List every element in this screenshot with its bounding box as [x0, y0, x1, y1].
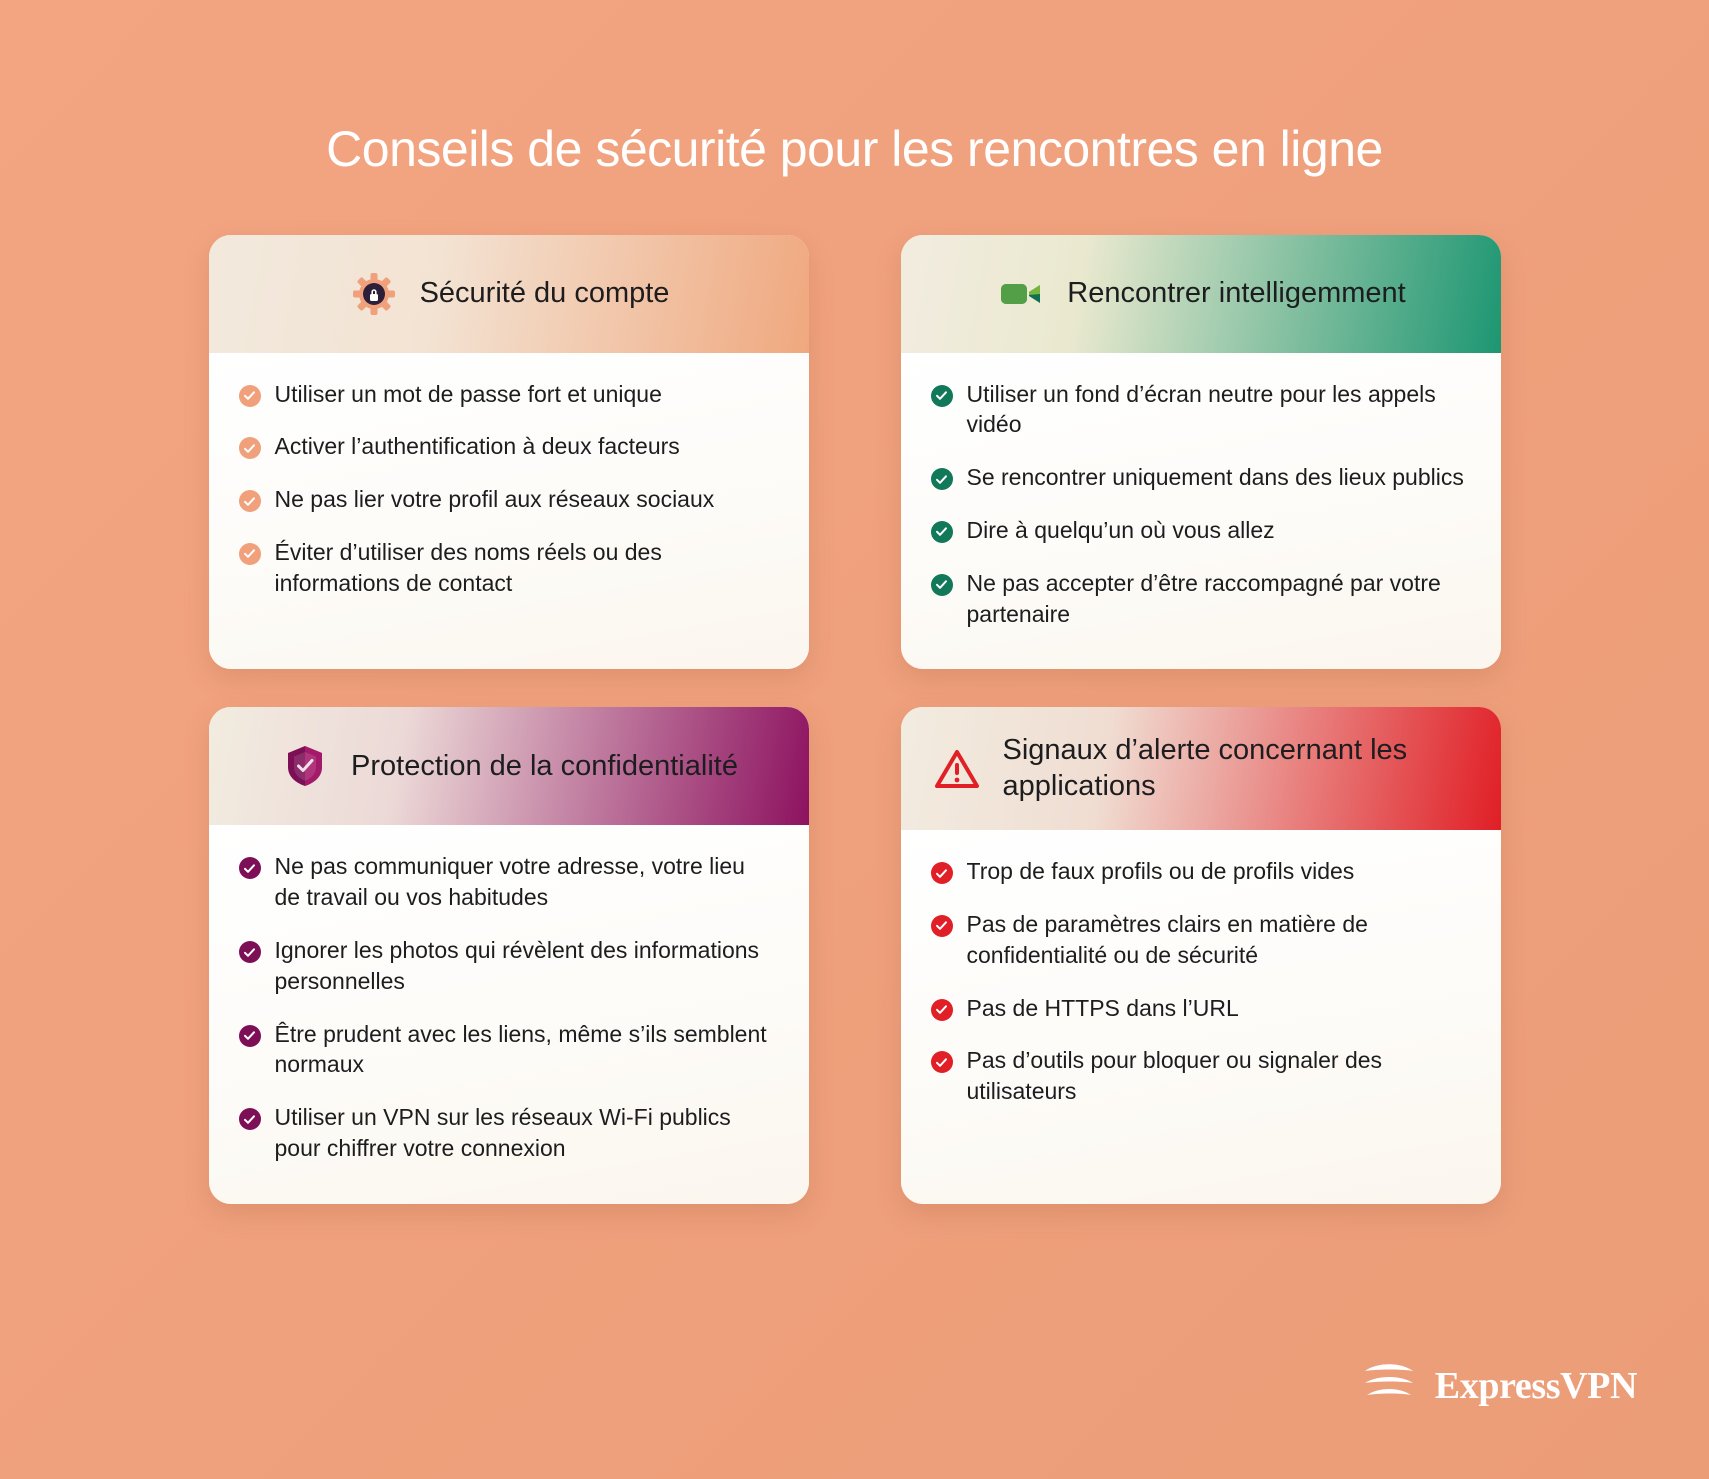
check-icon — [239, 1108, 261, 1130]
bullet-list — [931, 856, 1467, 1107]
list-item-text: Pas d’outils pour bloquer ou signaler des utilisateurs — [966, 1047, 1383, 1105]
check-icon — [239, 941, 261, 963]
card-title: Signaux d’alerte concernant les applications — [1002, 734, 1408, 802]
card-privacy-protection — [209, 707, 809, 1204]
cards-grid — [0, 235, 1709, 1204]
list-item-text: Ne pas communiquer votre adresse, votre lieu de travail ou vos habitudes — [274, 853, 745, 911]
list-item-text: Trop de faux profils ou de profils vides — [966, 858, 1355, 885]
list-item — [931, 856, 1467, 887]
card-title: Sécurité du compte — [419, 276, 670, 309]
list-item-text: Ignorer les photos qui révèlent des informations personnelles — [274, 937, 760, 994]
list-item — [239, 484, 775, 515]
list-item-text: Utiliser un fond d’écran neutre pour les appels vidéo — [966, 380, 1436, 438]
check-icon — [239, 385, 261, 407]
card-header — [209, 235, 809, 353]
check-icon — [931, 915, 953, 937]
check-icon — [931, 468, 953, 490]
brand-name: ExpressVPN — [1434, 1364, 1637, 1407]
check-icon — [931, 999, 953, 1021]
check-icon — [931, 385, 953, 407]
list-item — [239, 431, 775, 462]
check-icon — [239, 490, 261, 512]
check-icon — [239, 437, 261, 459]
card-title: Rencontrer intelligemment — [1067, 276, 1406, 309]
list-item — [239, 935, 775, 997]
list-item — [239, 379, 775, 410]
card-body — [209, 353, 809, 670]
list-item-text: Ne pas lier votre profil aux réseaux sociaux — [274, 486, 715, 513]
bullet-list — [239, 379, 775, 599]
warning-triangle-icon — [931, 743, 983, 795]
list-item-text: Se rencontrer uniquement dans des lieux publics — [966, 464, 1464, 491]
list-item-text: Éviter d’utiliser des noms réels ou des informations de contact — [274, 538, 662, 596]
bullet-list — [931, 379, 1467, 630]
card-header — [209, 707, 809, 825]
list-item — [931, 568, 1467, 630]
card-title: Protection de la confidentialité — [351, 749, 738, 782]
card-body — [901, 353, 1501, 670]
check-icon — [239, 857, 261, 879]
video-camera-icon — [995, 268, 1047, 320]
list-item-text: Activer l’authentification à deux facteurs — [274, 433, 680, 460]
card-app-red-flags — [901, 707, 1501, 1204]
check-icon — [239, 543, 261, 565]
list-item — [931, 379, 1467, 441]
check-icon — [931, 521, 953, 543]
list-item-text: Être prudent avec les liens, même s’ils semblent normaux — [274, 1020, 767, 1078]
list-item — [239, 537, 775, 599]
list-item — [239, 1102, 775, 1164]
check-icon — [239, 1025, 261, 1047]
card-body — [209, 825, 809, 1204]
check-icon — [931, 574, 953, 596]
list-item-text: Utiliser un mot de passe fort et unique — [274, 380, 662, 407]
card-account-security — [209, 235, 809, 670]
list-item — [931, 462, 1467, 493]
list-item — [239, 1019, 775, 1081]
expressvpn-logo-icon — [1357, 1356, 1421, 1415]
list-item — [931, 909, 1467, 971]
check-icon — [931, 1051, 953, 1073]
list-item-text: Pas de HTTPS dans l’URL — [966, 994, 1239, 1021]
card-header — [901, 235, 1501, 353]
list-item-text: Utiliser un VPN sur les réseaux Wi-Fi publics pour chiffrer votre connexion — [274, 1104, 731, 1162]
card-body — [901, 830, 1501, 1204]
check-icon — [931, 862, 953, 884]
list-item-text: Dire à quelqu’un où vous allez — [966, 516, 1275, 543]
gear-lock-icon — [348, 268, 400, 320]
shield-icon — [279, 740, 331, 792]
brand-logo — [1357, 1356, 1637, 1415]
list-item — [931, 515, 1467, 546]
page-title: Conseils de sécurité pour les rencontres en ligne — [326, 120, 1383, 177]
card-header — [901, 707, 1501, 830]
list-item — [931, 993, 1467, 1024]
list-item-text: Pas de paramètres clairs en matière de confidentialité ou de sécurité — [966, 910, 1368, 968]
bullet-list — [239, 851, 775, 1164]
card-meet-smart — [901, 235, 1501, 670]
list-item — [931, 1045, 1467, 1107]
list-item — [239, 851, 775, 913]
list-item-text: Ne pas accepter d’être raccompagné par votre partenaire — [966, 569, 1441, 627]
